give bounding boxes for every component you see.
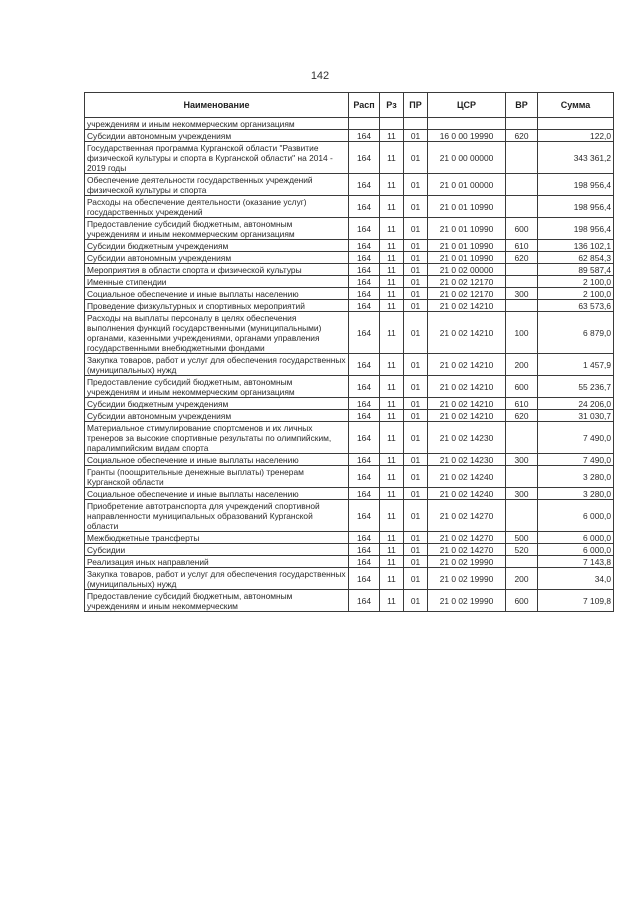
cell-rz: 11 bbox=[380, 130, 404, 142]
cell-vr: 600 bbox=[506, 376, 538, 398]
cell-sum: 31 030,7 bbox=[538, 410, 614, 422]
cell-name: Мероприятия в области спорта и физической культуры bbox=[85, 264, 349, 276]
cell-rz: 11 bbox=[380, 196, 404, 218]
cell-csr: 21 0 02 14240 bbox=[428, 466, 506, 488]
cell-sum: 6 000,0 bbox=[538, 532, 614, 544]
cell-rz: 11 bbox=[380, 300, 404, 312]
table-row bbox=[85, 288, 614, 300]
cell-csr: 21 0 02 14230 bbox=[428, 454, 506, 466]
cell-csr: 21 0 02 12170 bbox=[428, 276, 506, 288]
table-row bbox=[85, 354, 614, 376]
cell-name: Предоставление субсидий бюджетным, автономным учреждениям и иным некоммерческим организациям bbox=[85, 218, 349, 240]
cell-name: Субсидии автономным учреждениям bbox=[85, 410, 349, 422]
cell-name: Субсидии bbox=[85, 544, 349, 556]
cell-rasp: 164 bbox=[349, 410, 380, 422]
cell-vr: 620 bbox=[506, 410, 538, 422]
cell-csr: 21 0 01 10990 bbox=[428, 252, 506, 264]
cell-pr: 01 bbox=[404, 398, 428, 410]
cell-rasp: 164 bbox=[349, 300, 380, 312]
cell-name: Расходы на выплаты персоналу в целях обеспечения выполнения функций государственными (муниципальными) органами, казенными учреждениями, органами управления государственными внебюджетными фондами bbox=[85, 312, 349, 354]
cell-rasp: 164 bbox=[349, 354, 380, 376]
cell-rasp: 164 bbox=[349, 398, 380, 410]
cell-pr: 01 bbox=[404, 276, 428, 288]
header-rz: Рз bbox=[380, 93, 404, 118]
table-row bbox=[85, 130, 614, 142]
cell-csr: 21 0 02 14210 bbox=[428, 354, 506, 376]
cell-vr: 520 bbox=[506, 544, 538, 556]
cell-rz: 11 bbox=[380, 252, 404, 264]
cell-vr: 200 bbox=[506, 568, 538, 590]
cell-rasp: 164 bbox=[349, 218, 380, 240]
table-row bbox=[85, 568, 614, 590]
cell-name: Субсидии автономным учреждениям bbox=[85, 130, 349, 142]
cell-rasp: 164 bbox=[349, 142, 380, 174]
cell-rasp: 164 bbox=[349, 196, 380, 218]
cell-rz: 11 bbox=[380, 422, 404, 454]
cell-name: учреждениям и иным некоммерческим организациям bbox=[85, 118, 349, 130]
table-row bbox=[85, 532, 614, 544]
cell-rasp: 164 bbox=[349, 568, 380, 590]
cell-rasp: 164 bbox=[349, 488, 380, 500]
cell-pr: 01 bbox=[404, 300, 428, 312]
table-row bbox=[85, 264, 614, 276]
cell-pr bbox=[404, 118, 428, 130]
header-sum: Сумма bbox=[538, 93, 614, 118]
cell-csr: 21 0 02 00000 bbox=[428, 264, 506, 276]
cell-sum: 122,0 bbox=[538, 130, 614, 142]
cell-rz: 11 bbox=[380, 410, 404, 422]
cell-sum: 6 000,0 bbox=[538, 544, 614, 556]
cell-rz: 11 bbox=[380, 174, 404, 196]
cell-csr: 21 0 01 00000 bbox=[428, 174, 506, 196]
table-row bbox=[85, 142, 614, 174]
cell-name: Социальное обеспечение и иные выплаты населению bbox=[85, 288, 349, 300]
cell-rz: 11 bbox=[380, 590, 404, 612]
cell-pr: 01 bbox=[404, 264, 428, 276]
table-row bbox=[85, 590, 614, 612]
cell-pr: 01 bbox=[404, 196, 428, 218]
cell-sum bbox=[538, 118, 614, 130]
cell-sum: 63 573,6 bbox=[538, 300, 614, 312]
cell-csr: 21 0 02 14270 bbox=[428, 544, 506, 556]
cell-csr: 21 0 00 00000 bbox=[428, 142, 506, 174]
cell-rz: 11 bbox=[380, 240, 404, 252]
cell-pr: 01 bbox=[404, 252, 428, 264]
cell-pr: 01 bbox=[404, 354, 428, 376]
cell-csr: 21 0 01 10990 bbox=[428, 240, 506, 252]
cell-rasp: 164 bbox=[349, 544, 380, 556]
cell-csr: 21 0 02 14210 bbox=[428, 398, 506, 410]
cell-rasp: 164 bbox=[349, 500, 380, 532]
table-row bbox=[85, 454, 614, 466]
cell-rasp: 164 bbox=[349, 252, 380, 264]
cell-pr: 01 bbox=[404, 312, 428, 354]
table-row bbox=[85, 500, 614, 532]
cell-csr bbox=[428, 118, 506, 130]
table-row bbox=[85, 174, 614, 196]
cell-rasp: 164 bbox=[349, 422, 380, 454]
cell-rasp: 164 bbox=[349, 376, 380, 398]
cell-sum: 136 102,1 bbox=[538, 240, 614, 252]
cell-name: Расходы на обеспечение деятельности (оказание услуг) государственных учреждений bbox=[85, 196, 349, 218]
cell-vr bbox=[506, 264, 538, 276]
cell-pr: 01 bbox=[404, 590, 428, 612]
cell-pr: 01 bbox=[404, 466, 428, 488]
cell-vr: 610 bbox=[506, 398, 538, 410]
cell-rasp: 164 bbox=[349, 312, 380, 354]
cell-name: Проведение физкультурных и спортивных мероприятий bbox=[85, 300, 349, 312]
cell-rz: 11 bbox=[380, 354, 404, 376]
cell-sum: 1 457,9 bbox=[538, 354, 614, 376]
cell-name: Социальное обеспечение и иные выплаты населению bbox=[85, 488, 349, 500]
cell-rasp bbox=[349, 118, 380, 130]
cell-name: Субсидии автономным учреждениям bbox=[85, 252, 349, 264]
cell-vr bbox=[506, 276, 538, 288]
cell-sum: 24 206,0 bbox=[538, 398, 614, 410]
cell-pr: 01 bbox=[404, 532, 428, 544]
cell-rasp: 164 bbox=[349, 288, 380, 300]
cell-pr: 01 bbox=[404, 500, 428, 532]
cell-sum: 343 361,2 bbox=[538, 142, 614, 174]
cell-rz: 11 bbox=[380, 312, 404, 354]
cell-rasp: 164 bbox=[349, 276, 380, 288]
cell-sum: 198 956,4 bbox=[538, 218, 614, 240]
cell-rz: 11 bbox=[380, 500, 404, 532]
header-vr: ВР bbox=[506, 93, 538, 118]
cell-vr: 600 bbox=[506, 590, 538, 612]
table-row bbox=[85, 300, 614, 312]
cell-pr: 01 bbox=[404, 142, 428, 174]
cell-pr: 01 bbox=[404, 288, 428, 300]
cell-sum: 7 109,8 bbox=[538, 590, 614, 612]
cell-name: Реализация иных направлений bbox=[85, 556, 349, 568]
table-row bbox=[85, 276, 614, 288]
cell-rasp: 164 bbox=[349, 174, 380, 196]
table-row bbox=[85, 398, 614, 410]
table-row bbox=[85, 544, 614, 556]
cell-vr bbox=[506, 422, 538, 454]
cell-name: Субсидии бюджетным учреждениям bbox=[85, 398, 349, 410]
header-pr: ПР bbox=[404, 93, 428, 118]
cell-sum: 6 879,0 bbox=[538, 312, 614, 354]
cell-name: Обеспечение деятельности государственных учреждений физической культуры и спорта bbox=[85, 174, 349, 196]
cell-csr: 21 0 02 19990 bbox=[428, 568, 506, 590]
cell-csr: 21 0 02 14270 bbox=[428, 500, 506, 532]
cell-vr bbox=[506, 142, 538, 174]
cell-pr: 01 bbox=[404, 556, 428, 568]
cell-sum: 3 280,0 bbox=[538, 466, 614, 488]
cell-name: Гранты (поощрительные денежные выплаты) тренерам Курганской области bbox=[85, 466, 349, 488]
page-number: 142 bbox=[310, 70, 330, 82]
cell-pr: 01 bbox=[404, 544, 428, 556]
cell-vr: 100 bbox=[506, 312, 538, 354]
budget-table bbox=[84, 92, 614, 612]
cell-pr: 01 bbox=[404, 410, 428, 422]
cell-name: Именные стипендии bbox=[85, 276, 349, 288]
cell-csr: 21 0 01 10990 bbox=[428, 218, 506, 240]
cell-sum: 34,0 bbox=[538, 568, 614, 590]
cell-vr: 620 bbox=[506, 252, 538, 264]
cell-name: Приобретение автотранспорта для учреждений спортивной направленности муниципальных образований Курганской области bbox=[85, 500, 349, 532]
cell-pr: 01 bbox=[404, 218, 428, 240]
cell-csr: 21 0 02 14210 bbox=[428, 376, 506, 398]
cell-rz: 11 bbox=[380, 544, 404, 556]
cell-sum: 62 854,3 bbox=[538, 252, 614, 264]
table-row bbox=[85, 422, 614, 454]
cell-vr bbox=[506, 174, 538, 196]
cell-vr: 200 bbox=[506, 354, 538, 376]
table-row bbox=[85, 488, 614, 500]
table-row bbox=[85, 196, 614, 218]
cell-csr: 21 0 02 14210 bbox=[428, 300, 506, 312]
header-csr: ЦСР bbox=[428, 93, 506, 118]
cell-sum: 6 000,0 bbox=[538, 500, 614, 532]
header-name: Наименование bbox=[85, 93, 349, 118]
table-row bbox=[85, 118, 614, 130]
cell-vr: 500 bbox=[506, 532, 538, 544]
cell-vr bbox=[506, 500, 538, 532]
cell-rasp: 164 bbox=[349, 240, 380, 252]
cell-rasp: 164 bbox=[349, 264, 380, 276]
cell-csr: 21 0 02 14240 bbox=[428, 488, 506, 500]
cell-name: Материальное стимулирование спортсменов и их личных тренеров за высокие спортивные результаты по олимпийским, паралимпийским видам спорта bbox=[85, 422, 349, 454]
cell-pr: 01 bbox=[404, 422, 428, 454]
table-body bbox=[85, 118, 614, 612]
cell-vr bbox=[506, 556, 538, 568]
cell-rz: 11 bbox=[380, 218, 404, 240]
cell-rz: 11 bbox=[380, 532, 404, 544]
table-header-row bbox=[85, 93, 614, 118]
cell-vr: 600 bbox=[506, 218, 538, 240]
cell-name: Государственная программа Курганской области "Развитие физической культуры и спорта в Курганской области" на 2014 - 2019 годы bbox=[85, 142, 349, 174]
cell-rz: 11 bbox=[380, 142, 404, 174]
cell-csr: 21 0 01 10990 bbox=[428, 196, 506, 218]
cell-vr: 300 bbox=[506, 288, 538, 300]
cell-sum: 3 280,0 bbox=[538, 488, 614, 500]
cell-rz: 11 bbox=[380, 398, 404, 410]
cell-csr: 21 0 02 14210 bbox=[428, 410, 506, 422]
cell-name: Субсидии бюджетным учреждениям bbox=[85, 240, 349, 252]
cell-csr: 21 0 02 14230 bbox=[428, 422, 506, 454]
table-row bbox=[85, 312, 614, 354]
cell-rasp: 164 bbox=[349, 454, 380, 466]
cell-csr: 21 0 02 14210 bbox=[428, 312, 506, 354]
table-row bbox=[85, 252, 614, 264]
cell-vr bbox=[506, 196, 538, 218]
cell-csr: 21 0 02 19990 bbox=[428, 590, 506, 612]
cell-sum: 89 587,4 bbox=[538, 264, 614, 276]
cell-rz: 11 bbox=[380, 276, 404, 288]
cell-pr: 01 bbox=[404, 174, 428, 196]
cell-sum: 198 956,4 bbox=[538, 174, 614, 196]
cell-vr bbox=[506, 466, 538, 488]
cell-rz bbox=[380, 118, 404, 130]
table-row bbox=[85, 556, 614, 568]
cell-pr: 01 bbox=[404, 454, 428, 466]
cell-csr: 16 0 00 19990 bbox=[428, 130, 506, 142]
cell-rz: 11 bbox=[380, 466, 404, 488]
cell-vr bbox=[506, 300, 538, 312]
cell-pr: 01 bbox=[404, 130, 428, 142]
table-row bbox=[85, 410, 614, 422]
cell-rz: 11 bbox=[380, 264, 404, 276]
cell-vr: 610 bbox=[506, 240, 538, 252]
cell-rasp: 164 bbox=[349, 532, 380, 544]
cell-rasp: 164 bbox=[349, 466, 380, 488]
cell-rz: 11 bbox=[380, 454, 404, 466]
cell-name: Закупка товаров, работ и услуг для обеспечения государственных (муниципальных) нужд bbox=[85, 354, 349, 376]
cell-name: Предоставление субсидий бюджетным, автономным учреждениям и иным некоммерческим bbox=[85, 590, 349, 612]
cell-sum: 7 490,0 bbox=[538, 422, 614, 454]
table-row bbox=[85, 240, 614, 252]
cell-csr: 21 0 02 19990 bbox=[428, 556, 506, 568]
cell-vr: 300 bbox=[506, 454, 538, 466]
cell-csr: 21 0 02 12170 bbox=[428, 288, 506, 300]
cell-rasp: 164 bbox=[349, 556, 380, 568]
cell-pr: 01 bbox=[404, 568, 428, 590]
cell-vr: 620 bbox=[506, 130, 538, 142]
cell-rz: 11 bbox=[380, 488, 404, 500]
cell-sum: 7 143,8 bbox=[538, 556, 614, 568]
cell-sum: 2 100,0 bbox=[538, 276, 614, 288]
cell-rz: 11 bbox=[380, 568, 404, 590]
cell-name: Закупка товаров, работ и услуг для обеспечения государственных (муниципальных) нужд bbox=[85, 568, 349, 590]
cell-rz: 11 bbox=[380, 376, 404, 398]
cell-sum: 55 236,7 bbox=[538, 376, 614, 398]
table-row bbox=[85, 376, 614, 398]
cell-pr: 01 bbox=[404, 240, 428, 252]
cell-pr: 01 bbox=[404, 488, 428, 500]
cell-name: Предоставление субсидий бюджетным, автономным учреждениям и иным некоммерческим организациям bbox=[85, 376, 349, 398]
cell-sum: 198 956,4 bbox=[538, 196, 614, 218]
cell-rasp: 164 bbox=[349, 130, 380, 142]
cell-vr bbox=[506, 118, 538, 130]
cell-sum: 2 100,0 bbox=[538, 288, 614, 300]
table-row bbox=[85, 218, 614, 240]
table-row bbox=[85, 466, 614, 488]
cell-rz: 11 bbox=[380, 556, 404, 568]
cell-rasp: 164 bbox=[349, 590, 380, 612]
cell-rz: 11 bbox=[380, 288, 404, 300]
cell-csr: 21 0 02 14270 bbox=[428, 532, 506, 544]
cell-name: Межбюджетные трансферты bbox=[85, 532, 349, 544]
cell-name: Социальное обеспечение и иные выплаты населению bbox=[85, 454, 349, 466]
cell-pr: 01 bbox=[404, 376, 428, 398]
cell-vr: 300 bbox=[506, 488, 538, 500]
cell-sum: 7 490,0 bbox=[538, 454, 614, 466]
header-rasp: Расп bbox=[349, 93, 380, 118]
